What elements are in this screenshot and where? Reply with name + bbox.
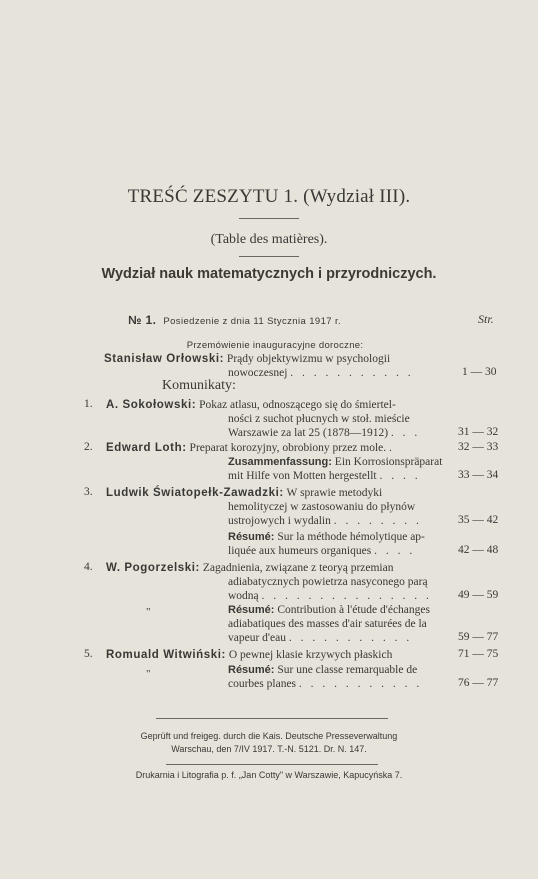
page-end: 77	[486, 631, 499, 643]
toc-line	[228, 617, 427, 631]
toc-line	[228, 631, 412, 645]
page-subtitle: (Table des matières).	[210, 232, 328, 247]
page-end: 75	[486, 648, 499, 660]
komunikaty-heading: Komunikaty:	[162, 378, 236, 393]
toc-text: wodną	[228, 590, 259, 602]
censor-line: Geprüft und freigeg. durch die Kais. Deutsche Presseverwaltung	[140, 731, 398, 741]
toc-line	[228, 530, 425, 544]
toc-text: mit Hilfe von Motten hergestellt	[228, 470, 377, 482]
toc-line	[106, 648, 392, 662]
page-end: 32	[486, 426, 499, 438]
opening-heading: Przemówienie inauguracyjne doroczne:	[186, 340, 364, 351]
toc-dots: . . . . . . . . . . .	[290, 367, 414, 379]
page-end: 33	[486, 441, 499, 453]
toc-dots: . . .	[390, 427, 421, 439]
entry-number: 3.	[84, 486, 93, 498]
toc-author: Ludwik Światopełk-Zawadzki:	[106, 487, 284, 499]
entry-number: 5.	[84, 648, 93, 660]
page-start: 71	[458, 648, 470, 660]
toc-line	[228, 514, 422, 528]
toc-text: liquée aux humeurs organiques	[228, 545, 372, 557]
ditto-mark: "	[146, 606, 151, 618]
subtitle-rule	[239, 256, 299, 257]
toc-dots: . . . . . . . . . . . . . . .	[261, 590, 432, 602]
toc-pages: 35 — 42	[458, 514, 499, 526]
page-start: 33	[458, 469, 470, 481]
page-end: 77	[486, 677, 499, 689]
ditto-mark: "	[146, 668, 151, 680]
toc-pages: 31 — 32	[458, 426, 499, 438]
page-start: 1	[462, 366, 468, 378]
toc-text: Preparat korozyjny, obrobiony przez mole.	[189, 442, 387, 454]
toc-line	[106, 398, 396, 412]
toc-text: Prądy objektywizmu w psychologii	[226, 353, 391, 365]
toc-pages: 42 — 48	[458, 544, 499, 556]
entry-number: 1.	[84, 398, 93, 410]
toc-dots: . . . .	[374, 545, 416, 557]
toc-text: hemolityczej w zastosowaniu do płynów	[228, 501, 416, 513]
page-start: 76	[458, 677, 470, 689]
toc-text: Sur la méthode hémolytique ap-	[277, 531, 425, 543]
page-start: 35	[458, 514, 470, 526]
toc-pages: 49 — 59	[458, 589, 499, 601]
censor-note	[0, 730, 538, 756]
toc-line	[106, 486, 382, 500]
toc-text: Contribution à l'étude d'échanges	[277, 604, 430, 616]
toc-pages: 71 — 75	[458, 648, 499, 660]
pages-column-header: Str.	[478, 312, 494, 326]
summary-label: Résumé:	[228, 604, 275, 616]
toc-text: vapeur d'eau	[228, 632, 286, 644]
toc-line	[228, 426, 420, 440]
summary-label: Résumé:	[228, 531, 275, 543]
page-end: 34	[486, 469, 499, 481]
toc-text: Zagadnienia, związane z teoryą przemian	[202, 562, 394, 574]
department-heading: Wydział nauk matematycznych i przyrodniczych.	[101, 266, 437, 282]
page-end: 42	[486, 514, 499, 526]
toc-dots: . . . . . . . . . . .	[288, 632, 413, 644]
title-rule	[239, 218, 299, 219]
summary-label: Résumé:	[228, 664, 275, 676]
toc-text: Pokaz atlasu, odnoszącego się do śmiertel-	[199, 399, 396, 411]
toc-text: Warszawie za lat 25 (1878—1912)	[228, 427, 389, 439]
toc-text: Sur une classe remarquable de	[277, 664, 418, 676]
toc-text: W sprawie metodyki	[286, 487, 383, 499]
summary-label: Zusammenfassung:	[228, 456, 332, 468]
toc-text: Ein Korrosionspräparat	[334, 456, 443, 468]
toc-pages: 32 — 33	[458, 441, 499, 453]
toc-text: O pewnej klasie krzywych płaskich	[228, 649, 393, 661]
toc-pages: 76 — 77	[458, 677, 499, 689]
toc-dots: . . . .	[379, 470, 421, 482]
toc-pages: 33 — 34	[458, 469, 499, 481]
censor-line: Warschau, den 7/IV 1917. T.-N. 5121. Dr. N. 147.	[171, 744, 367, 754]
toc-line	[228, 603, 430, 617]
toc-line	[228, 663, 417, 677]
footer-rule	[166, 764, 378, 765]
toc-author: Edward Loth:	[106, 442, 187, 454]
toc-author: Stanisław Orłowski:	[104, 353, 225, 365]
toc-pages: 1 — 30	[462, 366, 497, 378]
page-end: 48	[486, 544, 499, 556]
page-start: 59	[458, 631, 470, 643]
toc-text: adiabatiques des masses d'air saturées de la	[228, 618, 427, 630]
page-start: 32	[458, 441, 470, 453]
page-end: 59	[486, 589, 499, 601]
toc-dots: . . . . . . . .	[333, 515, 422, 527]
toc-line	[228, 544, 415, 558]
toc-line	[104, 352, 390, 366]
toc-line	[106, 561, 393, 575]
toc-line	[228, 366, 414, 380]
printer-note: Drukarnia i Litografia p. f. „Jan Cotty" w Warszawie, Kapucyńska 7.	[135, 770, 403, 780]
toc-author: W. Pogorzelski:	[106, 562, 200, 574]
page-start: 31	[458, 426, 470, 438]
session-number: № 1.	[128, 313, 157, 327]
toc-pages: 59 — 77	[458, 631, 499, 643]
session-heading	[128, 313, 341, 327]
page-start: 49	[458, 589, 470, 601]
toc-author: A. Sokołowski:	[106, 399, 197, 411]
toc-dots: . . . . . . . . . . .	[298, 678, 423, 690]
toc-line	[106, 441, 395, 455]
toc-line	[228, 469, 421, 483]
session-text: Posiedzenie z dnia 11 Stycznia 1917 r.	[163, 316, 342, 327]
toc-line	[228, 575, 428, 589]
toc-text: ności z suchot płucnych w stoł. mieście	[228, 413, 410, 425]
toc-line	[228, 455, 442, 469]
toc-author: Romuald Witwiński:	[106, 649, 226, 661]
page-start: 42	[458, 544, 470, 556]
page-end: 30	[485, 366, 497, 378]
toc-text: ustrojowych i wydalin	[228, 515, 331, 527]
entry-number: 2.	[84, 441, 93, 453]
toc-line	[228, 500, 415, 514]
page-title: TREŚĆ ZESZYTU 1. (Wydział III).	[127, 186, 411, 207]
toc-dots: .	[389, 442, 395, 454]
entry-number: 4.	[84, 561, 93, 573]
toc-line	[228, 677, 422, 691]
toc-text: courbes planes	[228, 678, 297, 690]
toc-text: nowoczesnej	[228, 367, 288, 379]
footer-rule	[156, 718, 388, 719]
toc-text: adiabatycznych powietrza nasyconego parą	[228, 576, 428, 588]
toc-line	[228, 589, 432, 603]
toc-line	[228, 412, 410, 426]
